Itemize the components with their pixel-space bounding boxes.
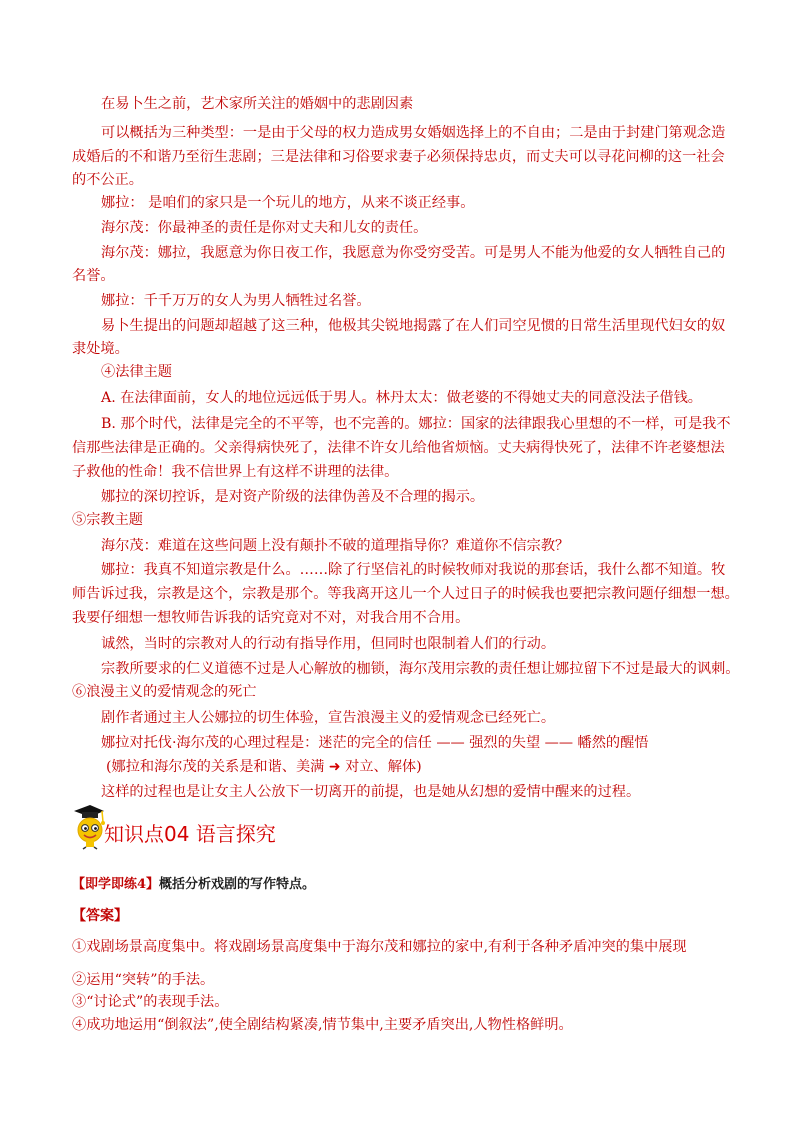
text-line: 成婚后的不和谐乃至衍生悲剧；三是法律和习俗要求妻子必须保持忠贞，而丈夫可以寻花问柳的这一社会 [72, 149, 725, 165]
relation-line [106, 757, 422, 777]
text-line: 信那些法律是正确的。父亲得病快死了，法律不许女儿给他省烦恼。丈夫病得快死了，法律不许老婆想法 [72, 440, 725, 456]
text-line: 娜拉： 是咱们的家只是一个玩儿的地方，从来不谈正经事。 [101, 195, 475, 211]
text-line: 娜拉：我真不知道宗教是什么。……除了行坚信礼的时候牧师对我说的那套话，我什么都不知道。牧 [101, 562, 726, 578]
text-line: 的不公正。 [72, 172, 143, 188]
section-title: 知识点04 语言探究 [104, 822, 276, 846]
text-line: 海尔茂：娜拉，我愿意为你日夜工作，我愿意为你受穷受苦。可是男人不能为他爱的女人牺牲自己的 [101, 245, 726, 261]
text-line: 娜拉：千千万万的女人为男人牺牲过名誉。 [101, 293, 371, 309]
text-line: 名誉。 [72, 268, 115, 284]
right-arrow-icon: ➜ [328, 759, 341, 775]
text-line: 我要仔细想一想牧师告诉我的话究竟对不对，对我合用不合用。 [72, 610, 470, 626]
exercise-tag: 【即学即练4】 [72, 877, 160, 892]
answer-item: ③“讨论式”的表现手法。 [72, 994, 229, 1010]
text-line: 剧作者通过主人公娜拉的切生体验，宣告浪漫主义的爱情观念已经死亡。 [101, 710, 556, 726]
graduate-mascot-icon [70, 802, 106, 850]
text-line: 可以概括为三种类型：一是由于父母的权力造成男女婚姻选择上的不自由；二是由于封建门第观念造 [101, 125, 726, 141]
exercise-question: 概括分析戏剧的写作特点。 [159, 877, 316, 892]
text-line: 娜拉的深切控诉，是对资产阶级的法律伪善及不合理的揭示。 [101, 489, 485, 505]
text-line: 在易卜生之前，艺术家所关注的婚姻中的悲剧因素 [101, 96, 414, 112]
text-line: 这样的过程也是让女主人公放下一切离开的前提，也是她从幻想的爱情中醒来的过程。 [101, 784, 641, 800]
section-heading: ⑥浪漫主义的爱情观念的死亡 [72, 684, 257, 700]
section-heading: ⑤宗教主题 [72, 512, 143, 528]
section-title-block [70, 796, 470, 856]
text-line: 易卜生提出的问题却超越了这三种，他极其尖锐地揭露了在人们司空见惯的日常生活里现代妇女的奴 [101, 318, 726, 334]
text-line: 宗教所要求的仁义道德不过是人心解放的枷锁，海尔茂用宗教的责任想让娜拉留下不过是最大的讽刺。 [101, 661, 740, 677]
answer-tag: 【答案】 [72, 908, 128, 924]
text-line: 诚然，当时的宗教对人的行动有指导作用，但同时也限制着人们的行动。 [101, 636, 556, 652]
text-line: B. 那个时代，法律是完全的不平等，也不完善的。娜拉：国家的法律跟我心里想的不一样，可是我不 [101, 416, 731, 432]
text-line: 娜拉对托伐·海尔茂的心理过程是：迷茫的完全的信任 —— 强烈的失望 —— 幡然的醒悟 [101, 735, 649, 751]
relation-before: (娜拉和海尔茂的关系是和谐、美满 [106, 759, 325, 775]
text-line: 师告诉过我，宗教是这个，宗教是那个。等我离开这儿一个人过日子的时候我也要把宗教问题仔细想一想。 [72, 586, 739, 602]
text-line: 海尔茂：难道在这些问题上没有颠扑不破的道理指导你？难道你不信宗教？ [101, 538, 570, 554]
text-line: 海尔茂：你最神圣的责任是你对丈夫和儿女的责任。 [101, 220, 428, 236]
answer-item: ①戏剧场景高度集中。将戏剧场景高度集中于海尔茂和娜拉的家中,有利于各种矛盾冲突的集中展现 [72, 939, 687, 955]
relation-after: 对立、解体) [345, 759, 422, 775]
text-line: 子救他的性命！我不信世界上有这样不讲理的法律。 [72, 464, 399, 480]
answer-item: ④成功地运用“倒叙法”,使全剧结构紧凑,情节集中,主要矛盾突出,人物性格鲜明。 [72, 1017, 573, 1033]
answer-item: ②运用“突转”的手法。 [72, 972, 215, 988]
text-line: A. 在法律面前，女人的地位远远低于男人。林丹太太：做老婆的不得她丈夫的同意没法子借钱。 [101, 390, 702, 406]
exercise-question-line [72, 875, 315, 895]
text-line: 隶处境。 [72, 341, 129, 357]
section-heading: ④法律主题 [101, 364, 172, 380]
